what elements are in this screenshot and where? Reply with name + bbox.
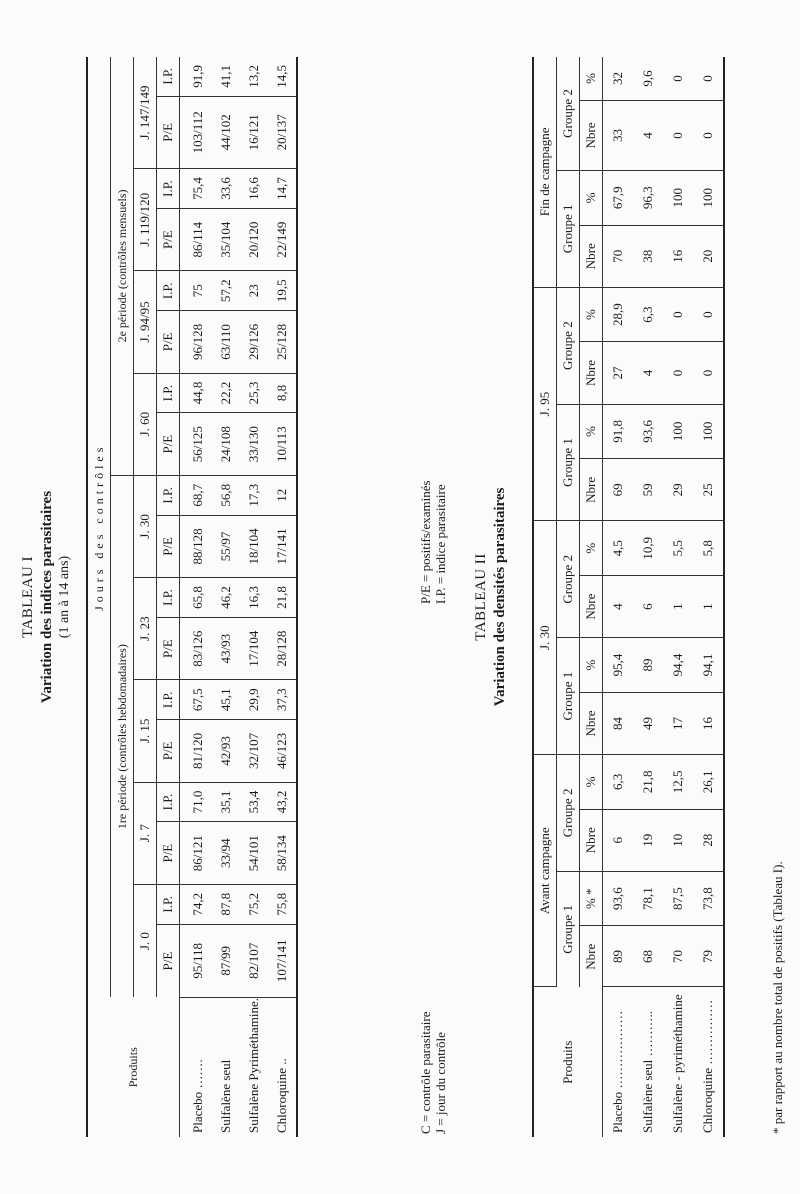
table1-value-cell: 71,0 <box>180 782 213 822</box>
table2-nbre-header: Nbre <box>580 576 603 638</box>
table2-value-cell: 4 <box>633 101 663 171</box>
table1-jours-header: Jours des contrôles <box>87 57 111 997</box>
table1-product-cell: Chloroquine .. <box>274 1058 289 1133</box>
table2-group1-header: Groupe 1 <box>557 638 580 755</box>
table2-group2-header: Groupe 2 <box>557 755 580 872</box>
table2-value-cell: 6,3 <box>633 287 663 342</box>
table2-value-cell: 29 <box>663 459 693 521</box>
table1-value-cell: 75,2 <box>240 884 268 924</box>
table1-value-cell: 75 <box>180 271 213 311</box>
table1-value-cell: 46/123 <box>268 720 297 782</box>
table2-group1-header: Groupe 1 <box>557 170 580 287</box>
table2-value-cell: 16 <box>663 225 693 287</box>
table1-ip-header: I.P. <box>157 475 180 515</box>
table1-value-cell: 95/118 <box>180 924 213 997</box>
table2-group2-header: Groupe 2 <box>557 521 580 638</box>
table2-nbre-header: Nbre <box>580 809 603 871</box>
table1-product-cell: Sulfalène seul <box>218 1059 233 1133</box>
table2-group1-header: Groupe 1 <box>557 404 580 521</box>
table1-value-cell: 13,2 <box>240 57 268 96</box>
table2-pct-header: % <box>580 287 603 342</box>
table1-value-cell: 41,1 <box>212 57 240 96</box>
table1-value-cell: 25,3 <box>240 373 268 413</box>
table2-value-cell: 69 <box>603 459 634 521</box>
table2-value-cell: 4 <box>603 576 634 638</box>
table2-value-cell: 93,6 <box>633 404 663 459</box>
legend-line: J = jour du contrôle <box>433 1032 448 1134</box>
table1-value-cell: 33/94 <box>212 822 240 884</box>
table2-value-cell: 49 <box>633 692 663 754</box>
table2-group2-header: Groupe 2 <box>557 287 580 404</box>
table2-value-cell: 70 <box>663 926 693 987</box>
table1-pe-header: P/E <box>157 924 180 997</box>
table1-value-cell: 75,4 <box>180 169 213 209</box>
table2-value-cell: 17 <box>663 692 693 754</box>
table1-value-cell: 87,8 <box>212 884 240 924</box>
table2-products-header: Produits <box>533 987 603 1137</box>
table1-day-header: J. 15 <box>134 680 157 782</box>
table2-groups-row <box>533 57 557 1137</box>
table2-value-cell: 100 <box>663 404 693 459</box>
table1-product-cell: Sulfalène Pyriméthamine. <box>246 997 261 1133</box>
table1-legend-right <box>418 480 448 604</box>
table1-value-cell: 58/134 <box>268 822 297 884</box>
table-row <box>240 57 268 1137</box>
table1-value-cell: 17,3 <box>240 475 268 515</box>
table1-day-header: J. 60 <box>134 373 157 475</box>
table2-product-cell: Sulfalène - pyriméthamine <box>670 994 685 1133</box>
table1-value-cell: 21,8 <box>268 578 297 618</box>
table2-value-cell: 0 <box>663 101 693 171</box>
table1-subheader-row <box>157 57 180 1137</box>
table1-value-cell: 33,6 <box>212 169 240 209</box>
table1-product-cell: Placebo ……. <box>190 1059 205 1133</box>
table1-value-cell: 68,7 <box>180 475 213 515</box>
table1-value-cell: 16/121 <box>240 96 268 168</box>
table2-value-cell: 94,4 <box>663 638 693 693</box>
legend-line: I.P. = indice parasitaire <box>433 484 448 604</box>
table2-pct-header: % <box>580 404 603 459</box>
table1-days-row <box>134 57 157 1137</box>
table1-pe-header: P/E <box>157 515 180 577</box>
table1-pe-header: P/E <box>157 413 180 475</box>
table2-value-cell: 0 <box>693 342 724 404</box>
table2-value-cell: 10 <box>663 809 693 871</box>
table2-value-cell: 70 <box>603 225 634 287</box>
table2-value-cell: 0 <box>663 342 693 404</box>
table1-value-cell: 23 <box>240 271 268 311</box>
table2-nbre-header: Nbre <box>580 342 603 404</box>
table1-value-cell: 19,5 <box>268 271 297 311</box>
table1-value-cell: 54/101 <box>240 822 268 884</box>
table2-title-block <box>473 0 509 1194</box>
table2-value-cell: 94,1 <box>693 638 724 693</box>
table-row <box>633 57 663 1137</box>
table1-value-cell: 88/128 <box>180 515 213 577</box>
table2-pct-header: % <box>580 638 603 693</box>
table2-pct-header: % <box>580 57 603 101</box>
table2-value-cell: 91,8 <box>603 404 634 459</box>
table2-body <box>603 57 725 1137</box>
table2-label: TABLEAU II <box>473 553 489 641</box>
table-row <box>693 57 724 1137</box>
table1-pe-header: P/E <box>157 822 180 884</box>
table2-group-header: Fin de campagne <box>533 57 557 287</box>
table2-value-cell: 28,9 <box>603 287 634 342</box>
table1-value-cell: 87/99 <box>212 924 240 997</box>
table2-value-cell: 67,9 <box>603 170 634 225</box>
table1-value-cell: 16,3 <box>240 578 268 618</box>
table1-value-cell: 74,2 <box>180 884 213 924</box>
table1-ip-header: I.P. <box>157 57 180 96</box>
table1-value-cell: 44/102 <box>212 96 240 168</box>
table1-subtitle: (1 an à 14 ans) <box>57 555 72 639</box>
table1-value-cell: 43/93 <box>212 617 240 679</box>
table1-ip-header: I.P. <box>157 169 180 209</box>
table1 <box>86 57 298 1137</box>
table2-value-cell: 79 <box>693 926 724 987</box>
table1-value-cell: 14,7 <box>268 169 297 209</box>
table1-period1-header: 1re période (contrôles hebdomadaires) <box>111 475 134 997</box>
table2-value-cell: 1 <box>693 576 724 638</box>
table1-value-cell: 42/93 <box>212 720 240 782</box>
table1-day-header: J. 119/120 <box>134 169 157 271</box>
table2-value-cell: 73,8 <box>693 871 724 926</box>
table1-value-cell: 20/120 <box>240 208 268 270</box>
table2-value-cell: 68 <box>633 926 663 987</box>
table2-nbre-header: Nbre <box>580 101 603 171</box>
table1-value-cell: 32/107 <box>240 720 268 782</box>
table2-value-cell: 1 <box>663 576 693 638</box>
table2-pct-header: % * <box>580 871 603 926</box>
table1-pe-header: P/E <box>157 311 180 373</box>
table1-value-cell: 46,2 <box>212 578 240 618</box>
table1-value-cell: 28/128 <box>268 617 297 679</box>
table1-title-block <box>20 0 73 1194</box>
table2-value-cell: 96,3 <box>633 170 663 225</box>
table1-value-cell: 17/104 <box>240 617 268 679</box>
table2-value-cell: 59 <box>633 459 663 521</box>
table1-value-cell: 18/104 <box>240 515 268 577</box>
table2-value-cell: 38 <box>633 225 663 287</box>
table2-group-header: Avant campagne <box>533 755 557 987</box>
table1-ip-header: I.P. <box>157 782 180 822</box>
table2-value-cell: 0 <box>663 287 693 342</box>
table1-value-cell: 86/114 <box>180 208 213 270</box>
table1-label: TABLEAU I <box>20 555 36 639</box>
table1-value-cell: 86/121 <box>180 822 213 884</box>
table2-group-sub-row <box>557 57 580 1137</box>
table2-value-cell: 32 <box>603 57 634 101</box>
table1-value-cell: 107/141 <box>268 924 297 997</box>
table1-day-header: J. 23 <box>134 578 157 680</box>
table2-value-cell: 95,4 <box>603 638 634 693</box>
table1-value-cell: 45,1 <box>212 680 240 720</box>
table-row <box>180 57 213 1137</box>
table2-nbre-header: Nbre <box>580 225 603 287</box>
table1-day-header: J. 7 <box>134 782 157 884</box>
table1-value-cell: 91,9 <box>180 57 213 96</box>
table2-value-cell: 0 <box>693 57 724 101</box>
table1-value-cell: 37,3 <box>268 680 297 720</box>
table1-period2-header: 2e période (contrôles mensuels) <box>111 57 134 475</box>
table1-value-cell: 10/113 <box>268 413 297 475</box>
table1-value-cell: 29/126 <box>240 311 268 373</box>
table2-pct-header: % <box>580 170 603 225</box>
table2-footnote: * par rapport au nombre total de positifs (Tableau I). <box>770 861 785 1134</box>
table2-pct-header: % <box>580 755 603 810</box>
table2-value-cell: 25 <box>693 459 724 521</box>
table2-nbre-header: Nbre <box>580 459 603 521</box>
table1-value-cell: 43,2 <box>268 782 297 822</box>
table1-value-cell: 53,4 <box>240 782 268 822</box>
table1-title: Variation des indices parasitaires <box>39 490 55 704</box>
table2-product-cell: Placebo ……………… <box>610 1010 625 1133</box>
table1-value-cell: 96/128 <box>180 311 213 373</box>
table2-value-cell: 100 <box>663 170 693 225</box>
table-row <box>212 57 240 1137</box>
table-row <box>603 57 634 1137</box>
table2-value-cell: 12,5 <box>663 755 693 810</box>
table1-value-cell: 29,9 <box>240 680 268 720</box>
table2-value-cell: 27 <box>603 342 634 404</box>
table1-value-cell: 56/125 <box>180 413 213 475</box>
table1-value-cell: 35/104 <box>212 208 240 270</box>
table2-group1-header: Groupe 1 <box>557 871 580 987</box>
table2-value-cell: 5,5 <box>663 521 693 576</box>
table1-value-cell: 57,2 <box>212 271 240 311</box>
table1-value-cell: 63/110 <box>212 311 240 373</box>
table2-value-cell: 10,9 <box>633 521 663 576</box>
table2-product-cell: Sulfalène seul ……….. <box>640 1010 655 1133</box>
table1-value-cell: 20/137 <box>268 96 297 168</box>
table2-value-cell: 84 <box>603 692 634 754</box>
table1-ip-header: I.P. <box>157 373 180 413</box>
table1-value-cell: 24/108 <box>212 413 240 475</box>
table2-value-cell: 16 <box>693 692 724 754</box>
legend-line: P/E = positifs/examinés <box>418 480 433 604</box>
table1-value-cell: 82/107 <box>240 924 268 997</box>
table1-value-cell: 25/128 <box>268 311 297 373</box>
table2-group-header: J. 95 <box>533 287 557 521</box>
table2-value-cell: 4 <box>633 342 663 404</box>
table1-value-cell: 33/130 <box>240 413 268 475</box>
table2-pct-header: % <box>580 521 603 576</box>
table1-body <box>180 57 298 1137</box>
table1-value-cell: 56,8 <box>212 475 240 515</box>
table2-value-cell: 21,8 <box>633 755 663 810</box>
table1-value-cell: 81/120 <box>180 720 213 782</box>
table2-value-cell: 4,5 <box>603 521 634 576</box>
table1-day-header: J. 0 <box>134 884 157 997</box>
table1-value-cell: 8,8 <box>268 373 297 413</box>
table2-value-cell: 19 <box>633 809 663 871</box>
table2-value-cell: 20 <box>693 225 724 287</box>
table1-pe-header: P/E <box>157 720 180 782</box>
table1-value-cell: 75,8 <box>268 884 297 924</box>
table2-value-cell: 100 <box>693 170 724 225</box>
table2-value-cell: 9,6 <box>633 57 663 101</box>
table2-value-cell: 89 <box>603 926 634 987</box>
table-row <box>663 57 693 1137</box>
table1-value-cell: 17/141 <box>268 515 297 577</box>
table1-value-cell: 44,8 <box>180 373 213 413</box>
table2-nbre-header: Nbre <box>580 926 603 987</box>
table1-value-cell: 67,5 <box>180 680 213 720</box>
table1-day-header: J. 147/149 <box>134 57 157 169</box>
table2-value-cell: 100 <box>693 404 724 459</box>
table2-value-cell: 0 <box>693 101 724 171</box>
table2-group2-header: Groupe 2 <box>557 57 580 170</box>
table1-day-header: J. 30 <box>134 475 157 577</box>
table2-nbre-header: Nbre <box>580 692 603 754</box>
table1-day-header: J. 94/95 <box>134 271 157 373</box>
table2-product-cell: Chloroquine …………… <box>700 999 715 1133</box>
table1-pe-header: P/E <box>157 96 180 168</box>
table-row <box>268 57 297 1137</box>
table1-pe-header: P/E <box>157 208 180 270</box>
table2-value-cell: 6,3 <box>603 755 634 810</box>
table1-value-cell: 12 <box>268 475 297 515</box>
table2-value-cell: 89 <box>633 638 663 693</box>
table1-legend-left <box>418 1012 448 1134</box>
table1-ip-header: I.P. <box>157 271 180 311</box>
table1-value-cell: 22,2 <box>212 373 240 413</box>
table2-title: Variation des densités parasitaires <box>492 487 508 707</box>
table2-subheader-row <box>580 57 603 1137</box>
table1-ip-header: I.P. <box>157 680 180 720</box>
table1-products-header: Produits <box>87 997 180 1137</box>
table2-value-cell: 28 <box>693 809 724 871</box>
table2-value-cell: 0 <box>693 287 724 342</box>
table1-value-cell: 22/149 <box>268 208 297 270</box>
table1-value-cell: 35,1 <box>212 782 240 822</box>
table1-ip-header: I.P. <box>157 578 180 618</box>
table1-pe-header: P/E <box>157 617 180 679</box>
table2-value-cell: 0 <box>663 57 693 101</box>
table2 <box>532 57 725 1137</box>
table1-value-cell: 14,5 <box>268 57 297 96</box>
table2-value-cell: 33 <box>603 101 634 171</box>
table1-value-cell: 83/126 <box>180 617 213 679</box>
table2-value-cell: 26,1 <box>693 755 724 810</box>
table2-value-cell: 78,1 <box>633 871 663 926</box>
table2-value-cell: 6 <box>603 809 634 871</box>
table1-value-cell: 16,6 <box>240 169 268 209</box>
table1-value-cell: 65,8 <box>180 578 213 618</box>
legend-line: C = contrôle parasitaire <box>418 1011 433 1134</box>
table2-value-cell: 87,5 <box>663 871 693 926</box>
table1-value-cell: 103/112 <box>180 96 213 168</box>
table2-value-cell: 93,6 <box>603 871 634 926</box>
table1-ip-header: I.P. <box>157 884 180 924</box>
table2-value-cell: 5,8 <box>693 521 724 576</box>
table1-value-cell: 55/97 <box>212 515 240 577</box>
table2-value-cell: 6 <box>633 576 663 638</box>
table2-group-header: J. 30 <box>533 521 557 755</box>
